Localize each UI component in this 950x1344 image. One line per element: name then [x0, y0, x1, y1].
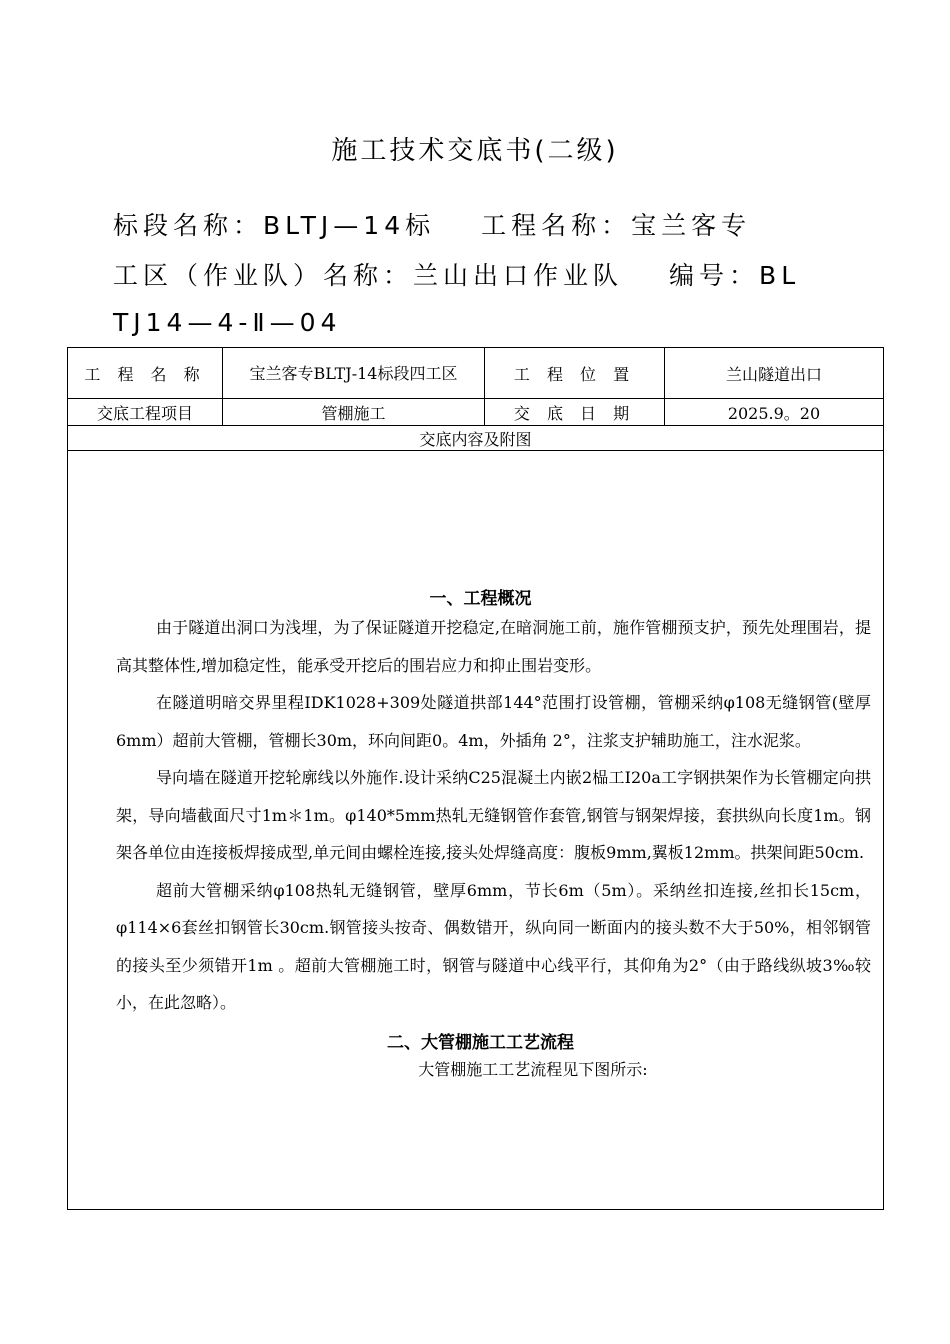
number-value-part2: TJ14—4-Ⅱ—04 — [113, 308, 342, 337]
project-label: 工程名称： — [481, 211, 632, 240]
section-value: BLTJ—14标 — [263, 211, 436, 240]
disclosure-table — [67, 347, 884, 1210]
team-label: 工区（作业队）名称： — [113, 261, 414, 290]
header-line-team — [113, 256, 800, 292]
section-1-title: 一、工程概况 — [429, 589, 532, 610]
project-name-value: 宝兰客专BLTJ-14标段四工区 — [223, 348, 485, 399]
location-value: 兰山隧道出口 — [665, 348, 884, 399]
paragraph-3: 导向墙在隧道开挖轮廓线以外施作.设计采纳C25混凝土内嵌2榀工I20a工字钢拱架作为长管棚定向拱架，导向墙截面尺寸1m＊1m。φ140*5mm热轧无缝钢管作套管,钢管与钢架焊接，套拱纵向长度1m。钢架各单位由连接板焊接成型,单元间由螺栓连接,接头处焊缝高度：腹板9mm,翼板12mm。拱架间距50cm. — [116, 768, 871, 863]
number-value-part1: BL — [759, 261, 801, 290]
table-row — [68, 451, 884, 1210]
document-title: 施工技术交底书(二级) — [331, 136, 619, 166]
paragraph-4: 超前大管棚采纳φ108热轧无缝钢管，壁厚6mm，节长6m（5m）。采纳丝扣连接,丝扣长15cm，φ114×6套丝扣钢管长30cm.钢管接头按奇、偶数错开，纵向同一断面内的接头数不大于50%，相邻钢管的接头至少须错开1m 。超前大管棚施工时，钢管与隧道中心线平行，其仰角为2°（由于路线纵坡3‰较小，在此忽略）。 — [116, 880, 871, 1013]
paragraph-5: 大管棚施工工艺流程见下图所示: — [418, 1059, 648, 1079]
paragraph-2: 在隧道明暗交界里程IDK1028+309处隧道拱部144°范围打设管棚，管棚采纳φ108无缝钢管(壁厚6mm）超前大管棚，管棚长30m，环向间距0。4m，外插角 2°，注浆支护辅助施工，注水泥浆。 — [116, 693, 871, 750]
date-label: 交 底 日 期 — [485, 399, 665, 426]
item-value: 管棚施工 — [223, 399, 485, 426]
item-label: 交底工程项目 — [68, 399, 223, 426]
header-line-section — [113, 206, 751, 242]
section-label: 标段名称： — [113, 211, 264, 240]
content-cell — [68, 451, 884, 1210]
paragraph-1: 由于隧道出洞口为浅埋，为了保证隧道开挖稳定,在暗洞施工前，施作管棚预支护，预先处理围岩，提高其整体性,增加稳定性，能承受开挖后的围岩应力和抑止围岩变形。 — [116, 618, 871, 675]
header-line-number — [113, 308, 342, 337]
content-header: 交底内容及附图 — [68, 426, 884, 451]
number-label: 编号： — [669, 261, 760, 290]
table-row — [68, 426, 884, 451]
section-2-title: 二、大管棚施工工艺流程 — [387, 1032, 574, 1053]
location-label: 工 程 位 置 — [485, 348, 665, 399]
table-row — [68, 348, 884, 399]
date-value: 2025.9。20 — [665, 399, 884, 426]
project-name-label: 工 程 名 称 — [68, 348, 223, 399]
team-value: 兰山出口作业队 — [413, 261, 624, 290]
project-value: 宝兰客专 — [631, 211, 752, 240]
table-row — [68, 399, 884, 426]
